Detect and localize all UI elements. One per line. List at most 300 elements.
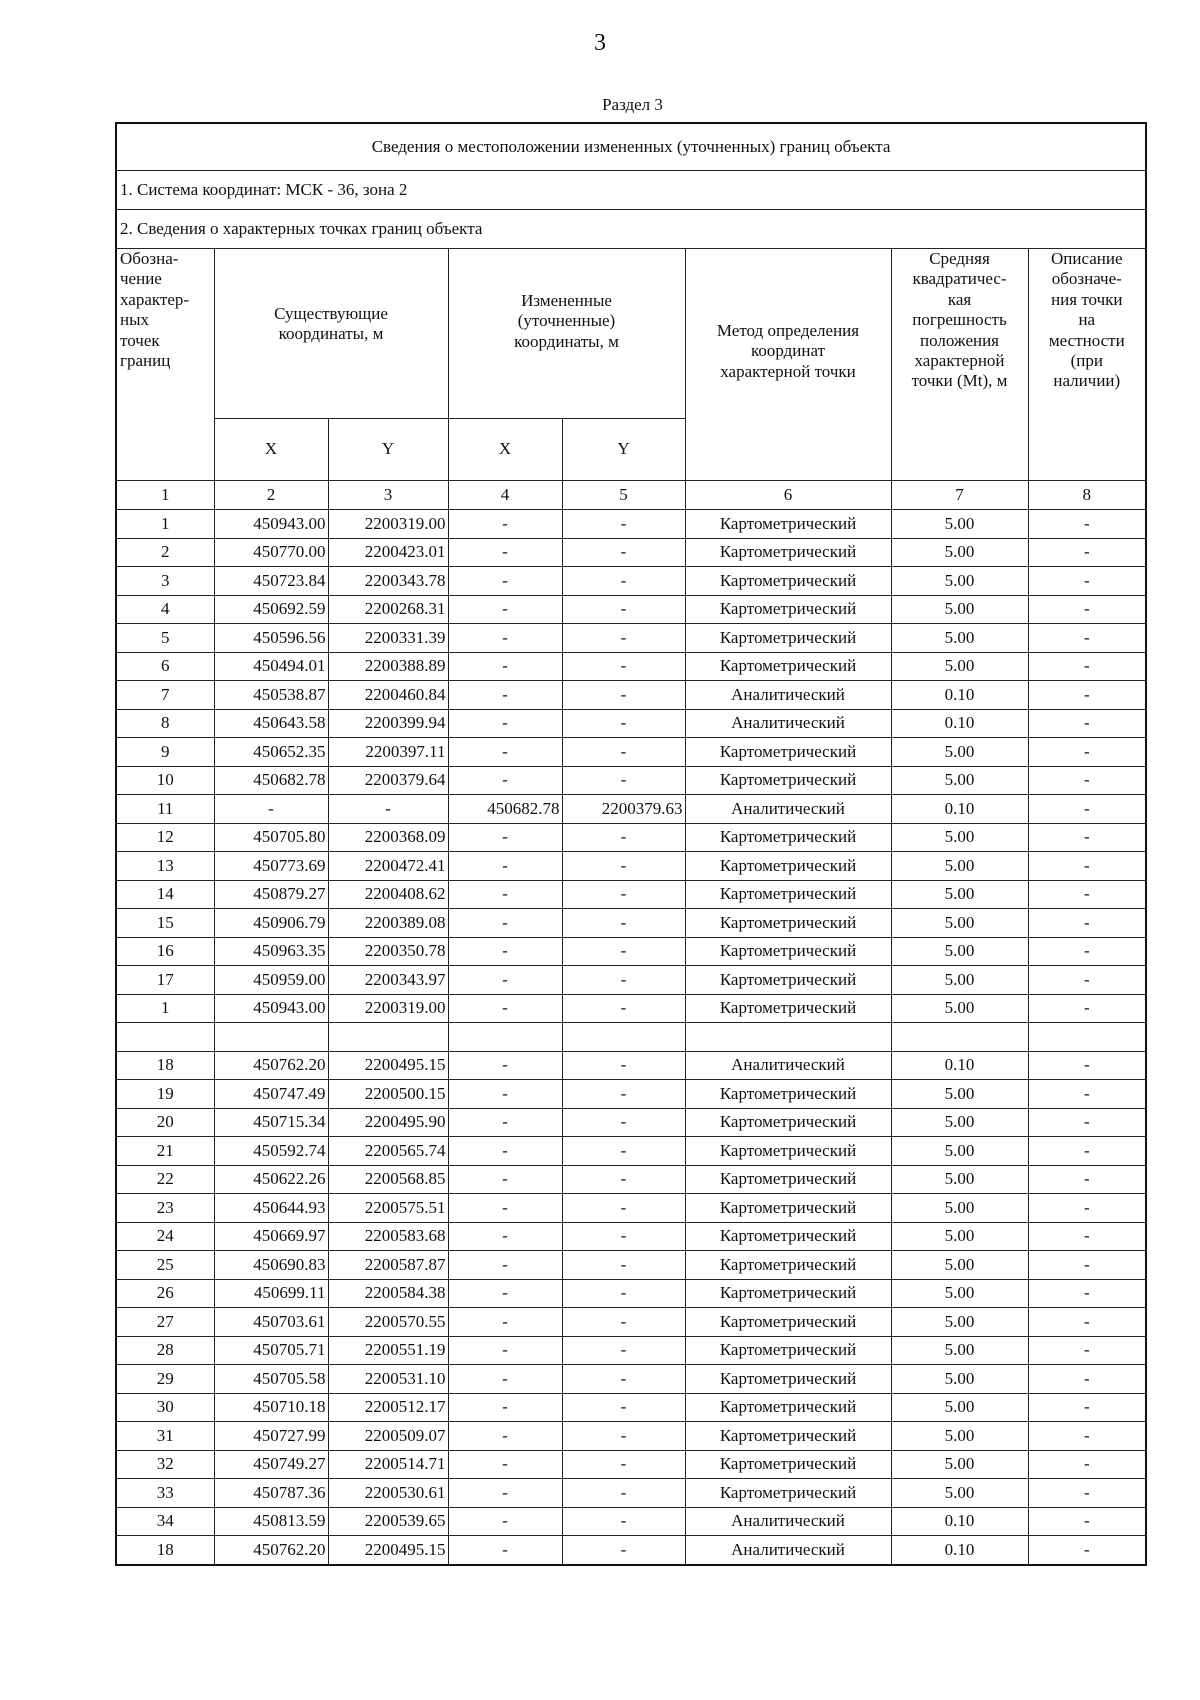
cell-method: Картометрический	[685, 1365, 891, 1394]
cell-changed-x: -	[448, 1308, 562, 1337]
cell-point-number: 31	[116, 1422, 214, 1451]
cell-method: Картометрический	[685, 1108, 891, 1137]
table-row	[116, 709, 1146, 738]
cell-changed-x: -	[448, 1165, 562, 1194]
cell-point-number: 20	[116, 1108, 214, 1137]
table-row	[116, 1479, 1146, 1508]
cell-changed-x: -	[448, 510, 562, 539]
cell-mean-square-error: 5.00	[891, 538, 1028, 567]
cell-description: -	[1028, 766, 1146, 795]
cell-method: Аналитический	[685, 1507, 891, 1536]
cell-changed-y: -	[562, 994, 685, 1023]
cell-mean-square-error: 5.00	[891, 1279, 1028, 1308]
cell-existing-x: 450943.00	[214, 510, 328, 539]
cell-existing-x: 450682.78	[214, 766, 328, 795]
table-row	[116, 538, 1146, 567]
cell-existing-y: 2200331.39	[328, 624, 448, 653]
cell-changed-y: -	[562, 1108, 685, 1137]
table-row	[116, 738, 1146, 767]
cell-point-number: 3	[116, 567, 214, 596]
header-changed-y: Y	[562, 419, 685, 481]
cell-method	[685, 1023, 891, 1052]
cell-changed-y: -	[562, 909, 685, 938]
coordinate-system: 1. Система координат: МСК - 36, зона 2	[116, 171, 1146, 210]
cell-existing-y: 2200319.00	[328, 510, 448, 539]
header-existing-x: X	[214, 419, 328, 481]
cell-changed-x: -	[448, 937, 562, 966]
column-number: 7	[891, 481, 1028, 510]
cell-existing-x: 450813.59	[214, 1507, 328, 1536]
cell-method: Картометрический	[685, 624, 891, 653]
cell-existing-y: 2200539.65	[328, 1507, 448, 1536]
table-row	[116, 681, 1146, 710]
cell-changed-x: -	[448, 1108, 562, 1137]
column-number: 1	[116, 481, 214, 510]
cell-point-number: 19	[116, 1080, 214, 1109]
cell-description: -	[1028, 937, 1146, 966]
cell-mean-square-error: 5.00	[891, 1308, 1028, 1337]
cell-point-number: 11	[116, 795, 214, 824]
cell-changed-y: -	[562, 681, 685, 710]
cell-method: Картометрический	[685, 1336, 891, 1365]
cell-changed-x: -	[448, 766, 562, 795]
cell-mean-square-error: 5.00	[891, 1393, 1028, 1422]
points-section-title: 2. Сведения о характерных точках границ объекта	[116, 210, 1146, 249]
cell-description: -	[1028, 1536, 1146, 1565]
cell-method: Картометрический	[685, 1450, 891, 1479]
cell-mean-square-error: 5.00	[891, 624, 1028, 653]
cell-description: -	[1028, 1365, 1146, 1394]
cell-mean-square-error: 5.00	[891, 766, 1028, 795]
table-row	[116, 1336, 1146, 1365]
cell-existing-x: 450669.97	[214, 1222, 328, 1251]
header-mean-square-error: Средняя квадратичес- кая погрешность положения характерной точки (Mt), м	[891, 249, 1028, 481]
cell-changed-x: -	[448, 709, 562, 738]
cell-changed-y: -	[562, 1051, 685, 1080]
cell-point-number: 1	[116, 994, 214, 1023]
cell-description: -	[1028, 1336, 1146, 1365]
table-row	[116, 1165, 1146, 1194]
cell-mean-square-error: 5.00	[891, 1422, 1028, 1451]
cell-changed-x: -	[448, 966, 562, 995]
cell-method: Аналитический	[685, 795, 891, 824]
cell-description: -	[1028, 652, 1146, 681]
cell-point-number: 8	[116, 709, 214, 738]
header-point-designation: Обозна- чение характер- ных точек границ	[116, 249, 214, 481]
cell-changed-x: -	[448, 1393, 562, 1422]
cell-existing-y: 2200319.00	[328, 994, 448, 1023]
cell-changed-x: -	[448, 1536, 562, 1565]
cell-existing-y: 2200495.90	[328, 1108, 448, 1137]
cell-existing-y: 2200551.19	[328, 1336, 448, 1365]
cell-point-number: 2	[116, 538, 214, 567]
cell-description: -	[1028, 1080, 1146, 1109]
cell-point-number: 10	[116, 766, 214, 795]
cell-changed-x: -	[448, 909, 562, 938]
table-row	[116, 652, 1146, 681]
cell-existing-y: 2200495.15	[328, 1536, 448, 1565]
cell-mean-square-error: 5.00	[891, 823, 1028, 852]
cell-changed-y: -	[562, 538, 685, 567]
cell-existing-y: 2200472.41	[328, 852, 448, 881]
cell-existing-y: 2200350.78	[328, 937, 448, 966]
cell-changed-y: -	[562, 1479, 685, 1508]
cell-mean-square-error: 0.10	[891, 1507, 1028, 1536]
table-row	[116, 595, 1146, 624]
cell-changed-y: -	[562, 1336, 685, 1365]
table-row	[116, 966, 1146, 995]
column-number: 3	[328, 481, 448, 510]
header-method: Метод определения координат характерной точки	[685, 249, 891, 481]
cell-existing-x: 450959.00	[214, 966, 328, 995]
cell-changed-y: -	[562, 823, 685, 852]
cell-mean-square-error	[891, 1023, 1028, 1052]
cell-point-number: 16	[116, 937, 214, 966]
cell-method: Картометрический	[685, 1194, 891, 1223]
cell-existing-y: 2200531.10	[328, 1365, 448, 1394]
cell-existing-x: 450703.61	[214, 1308, 328, 1337]
cell-description: -	[1028, 1450, 1146, 1479]
cell-existing-x: 450692.59	[214, 595, 328, 624]
table-row	[116, 909, 1146, 938]
cell-changed-x: -	[448, 1422, 562, 1451]
table-row	[116, 1393, 1146, 1422]
cell-existing-x: 450727.99	[214, 1422, 328, 1451]
table-row	[116, 1507, 1146, 1536]
cell-existing-y: 2200570.55	[328, 1308, 448, 1337]
cell-point-number: 1	[116, 510, 214, 539]
column-number: 6	[685, 481, 891, 510]
cell-point-number: 7	[116, 681, 214, 710]
cell-description: -	[1028, 880, 1146, 909]
cell-point-number: 32	[116, 1450, 214, 1479]
cell-description: -	[1028, 1108, 1146, 1137]
cell-existing-y: 2200389.08	[328, 909, 448, 938]
cell-existing-x: 450906.79	[214, 909, 328, 938]
cell-method: Картометрический	[685, 1479, 891, 1508]
table-row	[116, 1222, 1146, 1251]
table-row	[116, 823, 1146, 852]
cell-description: -	[1028, 1279, 1146, 1308]
cell-existing-x: 450879.27	[214, 880, 328, 909]
cell-changed-y: -	[562, 852, 685, 881]
cell-method: Картометрический	[685, 738, 891, 767]
header-changed-coordinates: Измененные (уточненные) координаты, м	[448, 249, 685, 419]
cell-changed-y: -	[562, 1365, 685, 1394]
cell-description: -	[1028, 538, 1146, 567]
cell-method: Картометрический	[685, 510, 891, 539]
cell-method: Аналитический	[685, 1536, 891, 1565]
cell-method: Картометрический	[685, 909, 891, 938]
cell-method: Картометрический	[685, 766, 891, 795]
cell-changed-x: -	[448, 652, 562, 681]
cell-description: -	[1028, 1051, 1146, 1080]
cell-description: -	[1028, 595, 1146, 624]
cell-method: Картометрический	[685, 852, 891, 881]
cell-changed-x: -	[448, 1194, 562, 1223]
section-title: Раздел 3	[602, 95, 663, 114]
cell-mean-square-error: 5.00	[891, 567, 1028, 596]
cell-point-number: 21	[116, 1137, 214, 1166]
cell-changed-x: -	[448, 1137, 562, 1166]
cell-changed-x: -	[448, 538, 562, 567]
cell-existing-y: 2200460.84	[328, 681, 448, 710]
cell-existing-y: 2200397.11	[328, 738, 448, 767]
cell-changed-x: -	[448, 1251, 562, 1280]
table-row	[116, 567, 1146, 596]
table-row	[116, 795, 1146, 824]
cell-mean-square-error: 5.00	[891, 652, 1028, 681]
cell-description: -	[1028, 1479, 1146, 1508]
cell-description: -	[1028, 624, 1146, 653]
cell-point-number	[116, 1023, 214, 1052]
cell-mean-square-error: 5.00	[891, 595, 1028, 624]
page-number: 3	[594, 30, 606, 56]
cell-description: -	[1028, 567, 1146, 596]
cell-existing-y: 2200388.89	[328, 652, 448, 681]
cell-method: Аналитический	[685, 681, 891, 710]
cell-existing-x: 450723.84	[214, 567, 328, 596]
cell-description: -	[1028, 709, 1146, 738]
table-row	[116, 1365, 1146, 1394]
cell-description: -	[1028, 510, 1146, 539]
cell-changed-x: 450682.78	[448, 795, 562, 824]
cell-mean-square-error: 0.10	[891, 681, 1028, 710]
cell-existing-y: 2200423.01	[328, 538, 448, 567]
cell-point-number: 6	[116, 652, 214, 681]
cell-description: -	[1028, 1222, 1146, 1251]
cell-point-number: 34	[116, 1507, 214, 1536]
cell-existing-x: 450494.01	[214, 652, 328, 681]
table-body	[116, 510, 1146, 1565]
column-number: 8	[1028, 481, 1146, 510]
cell-point-number: 28	[116, 1336, 214, 1365]
cell-existing-x: -	[214, 795, 328, 824]
cell-changed-y: -	[562, 1222, 685, 1251]
cell-method: Картометрический	[685, 652, 891, 681]
cell-description: -	[1028, 994, 1146, 1023]
cell-description: -	[1028, 1165, 1146, 1194]
cell-existing-x: 450538.87	[214, 681, 328, 710]
cell-existing-y: 2200584.38	[328, 1279, 448, 1308]
cell-point-number: 26	[116, 1279, 214, 1308]
cell-point-number: 5	[116, 624, 214, 653]
cell-description	[1028, 1023, 1146, 1052]
cell-existing-x: 450787.36	[214, 1479, 328, 1508]
cell-existing-y: 2200575.51	[328, 1194, 448, 1223]
cell-changed-y: -	[562, 738, 685, 767]
cell-point-number: 9	[116, 738, 214, 767]
cell-changed-x: -	[448, 1080, 562, 1109]
cell-method: Картометрический	[685, 1137, 891, 1166]
cell-existing-y: 2200514.71	[328, 1450, 448, 1479]
cell-description: -	[1028, 852, 1146, 881]
table-row	[116, 1536, 1146, 1565]
cell-point-number: 22	[116, 1165, 214, 1194]
cell-point-number: 29	[116, 1365, 214, 1394]
cell-point-number: 12	[116, 823, 214, 852]
cell-existing-x: 450644.93	[214, 1194, 328, 1223]
cell-description: -	[1028, 966, 1146, 995]
cell-point-number: 23	[116, 1194, 214, 1223]
cell-mean-square-error: 5.00	[891, 1222, 1028, 1251]
cell-point-number: 13	[116, 852, 214, 881]
cell-point-number: 14	[116, 880, 214, 909]
cell-mean-square-error: 5.00	[891, 937, 1028, 966]
cell-method: Картометрический	[685, 595, 891, 624]
header-existing-coordinates: Существующие координаты, м	[214, 249, 448, 419]
cell-method: Картометрический	[685, 1308, 891, 1337]
table-caption: Сведения о местоположении измененных (уточненных) границ объекта	[116, 123, 1146, 171]
header-point-description: Описание обозначе- ния точки на местности (при наличии)	[1028, 249, 1146, 481]
cell-description: -	[1028, 681, 1146, 710]
column-number: 2	[214, 481, 328, 510]
cell-existing-x: 450705.80	[214, 823, 328, 852]
cell-changed-y: -	[562, 595, 685, 624]
cell-existing-x: 450749.27	[214, 1450, 328, 1479]
cell-existing-y: 2200509.07	[328, 1422, 448, 1451]
cell-changed-y: -	[562, 1165, 685, 1194]
table-row	[116, 1422, 1146, 1451]
cell-changed-x: -	[448, 595, 562, 624]
cell-changed-y: -	[562, 1536, 685, 1565]
cell-description: -	[1028, 1308, 1146, 1337]
cell-point-number: 24	[116, 1222, 214, 1251]
cell-changed-x	[448, 1023, 562, 1052]
table-row	[116, 937, 1146, 966]
cell-existing-y: 2200568.85	[328, 1165, 448, 1194]
cell-changed-y: -	[562, 1137, 685, 1166]
cell-changed-y: -	[562, 880, 685, 909]
cell-changed-x: -	[448, 681, 562, 710]
cell-changed-y: -	[562, 966, 685, 995]
cell-existing-y: 2200565.74	[328, 1137, 448, 1166]
table-row	[116, 1137, 1146, 1166]
table-row	[116, 994, 1146, 1023]
cell-point-number: 4	[116, 595, 214, 624]
header-changed-x: X	[448, 419, 562, 481]
cell-mean-square-error: 5.00	[891, 966, 1028, 995]
table-row	[116, 1251, 1146, 1280]
table-row	[116, 766, 1146, 795]
cell-changed-x: -	[448, 1051, 562, 1080]
cell-description: -	[1028, 1194, 1146, 1223]
cell-mean-square-error: 5.00	[891, 1194, 1028, 1223]
cell-changed-y: -	[562, 510, 685, 539]
cell-existing-x	[214, 1023, 328, 1052]
cell-existing-y: 2200399.94	[328, 709, 448, 738]
table-row	[116, 1308, 1146, 1337]
cell-method: Картометрический	[685, 1222, 891, 1251]
header-existing-y: Y	[328, 419, 448, 481]
cell-method: Аналитический	[685, 1051, 891, 1080]
cell-changed-x: -	[448, 880, 562, 909]
cell-description: -	[1028, 738, 1146, 767]
cell-existing-x: 450643.58	[214, 709, 328, 738]
cell-existing-y: 2200343.78	[328, 567, 448, 596]
cell-changed-y: -	[562, 1393, 685, 1422]
cell-changed-x: -	[448, 1336, 562, 1365]
cell-existing-x: 450592.74	[214, 1137, 328, 1166]
cell-method: Картометрический	[685, 1422, 891, 1451]
cell-method: Картометрический	[685, 538, 891, 567]
cell-existing-x: 450762.20	[214, 1051, 328, 1080]
table-row	[116, 1279, 1146, 1308]
cell-changed-y: -	[562, 766, 685, 795]
boundary-points-table	[115, 122, 1147, 1566]
cell-changed-x: -	[448, 624, 562, 653]
cell-existing-y: 2200343.97	[328, 966, 448, 995]
table-row	[116, 624, 1146, 653]
cell-changed-x: -	[448, 1365, 562, 1394]
cell-existing-x: 450596.56	[214, 624, 328, 653]
cell-existing-x: 450699.11	[214, 1279, 328, 1308]
cell-existing-x: 450705.71	[214, 1336, 328, 1365]
cell-method: Картометрический	[685, 937, 891, 966]
cell-changed-y: -	[562, 1251, 685, 1280]
column-numbers-row	[116, 481, 1146, 510]
cell-existing-x: 450773.69	[214, 852, 328, 881]
cell-existing-y: 2200268.31	[328, 595, 448, 624]
cell-changed-y: -	[562, 1507, 685, 1536]
cell-description: -	[1028, 909, 1146, 938]
cell-point-number: 25	[116, 1251, 214, 1280]
cell-description: -	[1028, 1137, 1146, 1166]
cell-method: Картометрический	[685, 567, 891, 596]
cell-changed-y: -	[562, 1422, 685, 1451]
cell-existing-x: 450770.00	[214, 538, 328, 567]
cell-description: -	[1028, 1251, 1146, 1280]
cell-point-number: 27	[116, 1308, 214, 1337]
cell-point-number: 15	[116, 909, 214, 938]
cell-existing-y	[328, 1023, 448, 1052]
cell-method: Картометрический	[685, 880, 891, 909]
cell-existing-y: 2200587.87	[328, 1251, 448, 1280]
cell-changed-x: -	[448, 823, 562, 852]
cell-existing-y: 2200495.15	[328, 1051, 448, 1080]
cell-changed-x: -	[448, 738, 562, 767]
table-row	[116, 1023, 1146, 1052]
cell-changed-x: -	[448, 1450, 562, 1479]
cell-changed-y: -	[562, 1279, 685, 1308]
cell-changed-y: -	[562, 1308, 685, 1337]
column-number: 4	[448, 481, 562, 510]
cell-mean-square-error: 5.00	[891, 1108, 1028, 1137]
cell-changed-y: -	[562, 624, 685, 653]
cell-changed-x: -	[448, 852, 562, 881]
cell-mean-square-error: 5.00	[891, 852, 1028, 881]
cell-existing-x: 450762.20	[214, 1536, 328, 1565]
cell-existing-y: 2200368.09	[328, 823, 448, 852]
cell-changed-x: -	[448, 1479, 562, 1508]
cell-point-number: 18	[116, 1536, 214, 1565]
cell-existing-x: 450963.35	[214, 937, 328, 966]
cell-changed-y: -	[562, 1450, 685, 1479]
cell-changed-y: 2200379.63	[562, 795, 685, 824]
cell-description: -	[1028, 1507, 1146, 1536]
cell-changed-y: -	[562, 937, 685, 966]
cell-mean-square-error: 5.00	[891, 510, 1028, 539]
cell-existing-y: 2200408.62	[328, 880, 448, 909]
cell-description: -	[1028, 823, 1146, 852]
cell-existing-x: 450943.00	[214, 994, 328, 1023]
cell-mean-square-error: 5.00	[891, 909, 1028, 938]
cell-existing-x: 450690.83	[214, 1251, 328, 1280]
cell-changed-y	[562, 1023, 685, 1052]
cell-changed-y: -	[562, 709, 685, 738]
cell-point-number: 17	[116, 966, 214, 995]
cell-changed-x: -	[448, 1507, 562, 1536]
